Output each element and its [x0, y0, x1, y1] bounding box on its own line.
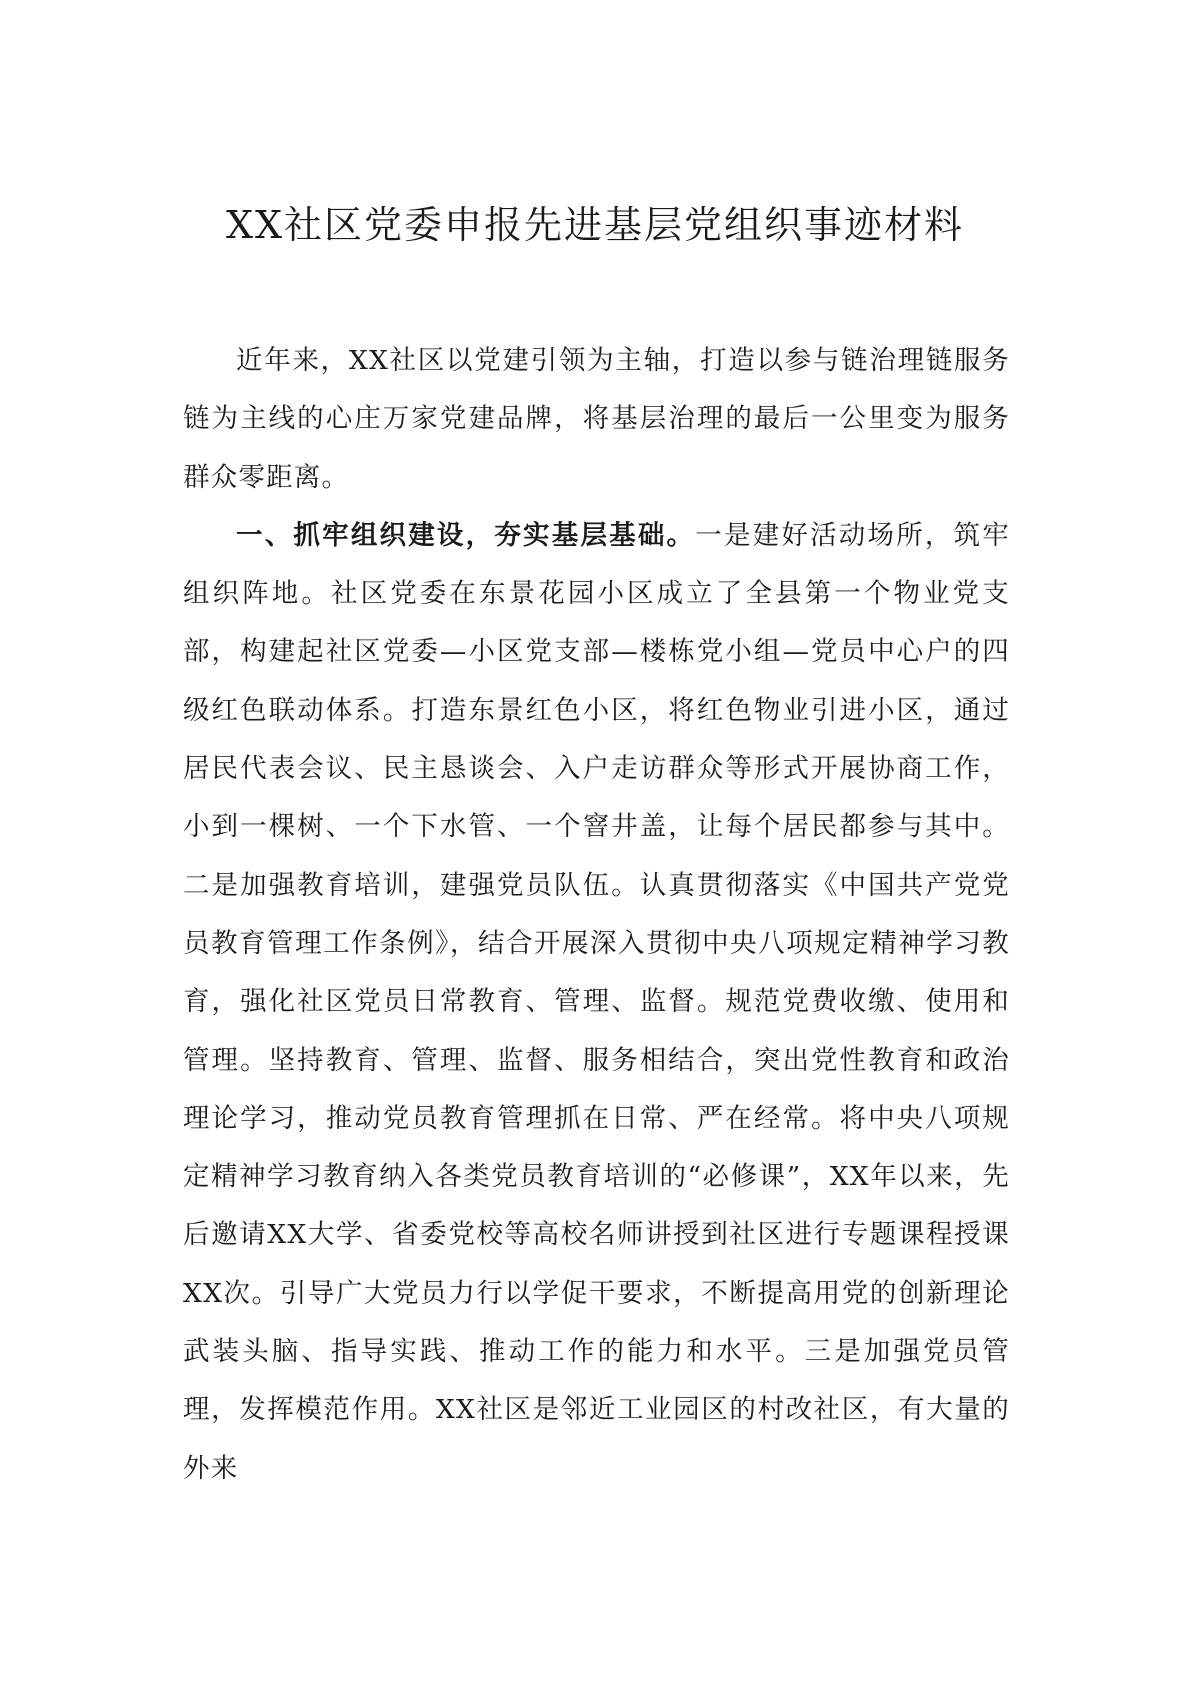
section-one-text: 一是建好活动场所，筑牢组织阵地。社区党委在东景花园小区成立了全县第一个物业党支部，构建起社区党委—小区党支部—楼栋党小组—党员中心户的四级红色联动体系。打造东景红色小区，将红色物业引进小区，通过居民代表会议、民主恳谈会、入户走访群众等形式开展协商工作，小到一棵树、一个下水管、一个窨井盖，让每个居民都参与其中。二是加强教育培训，建强党员队伍。认真贯彻落实《中国共产党党员教育管理工作条例》，结合开展深入贯彻中央八项规定精神学习教育，强化社区党员日常教育、管理、监督。规范党费收缴、使用和管理。坚持教育、管理、监督、服务相结合，突出党性教育和政治理论学习，推动党员教育管理抓在日常、严在经常。将中央八项规定精神学习教育纳入各类党员教育培训的“必修课”，XX年以来，先后邀请XX大学、省委党校等高校名师讲授到社区进行专题课程授课XX次。引导广大党员力行以学促干要求，不断提高用党的创新理论武装头脑、指导实践、推动工作的能力和水平。三是加强党员管理，发挥模范作用。XX社区是邻近工业园区的村改社区，有大量的外来: [183, 519, 1011, 1484]
document-title: XX社区党委申报先进基层党组织事迹材料: [225, 203, 965, 247]
section-one-paragraph: [183, 507, 1010, 1498]
intro-paragraph: [183, 332, 1010, 507]
section-one-heading: 一、抓牢组织建设，夯实基层基础。: [236, 519, 696, 551]
intro-paragraph-text: 近年来，XX社区以党建引领为主轴，打造以参与链治理链服务链为主线的心庄万家党建品牌，将基层治理的最后一公里变为服务群众零距离。: [183, 345, 1010, 493]
document-body: [183, 332, 1010, 1498]
